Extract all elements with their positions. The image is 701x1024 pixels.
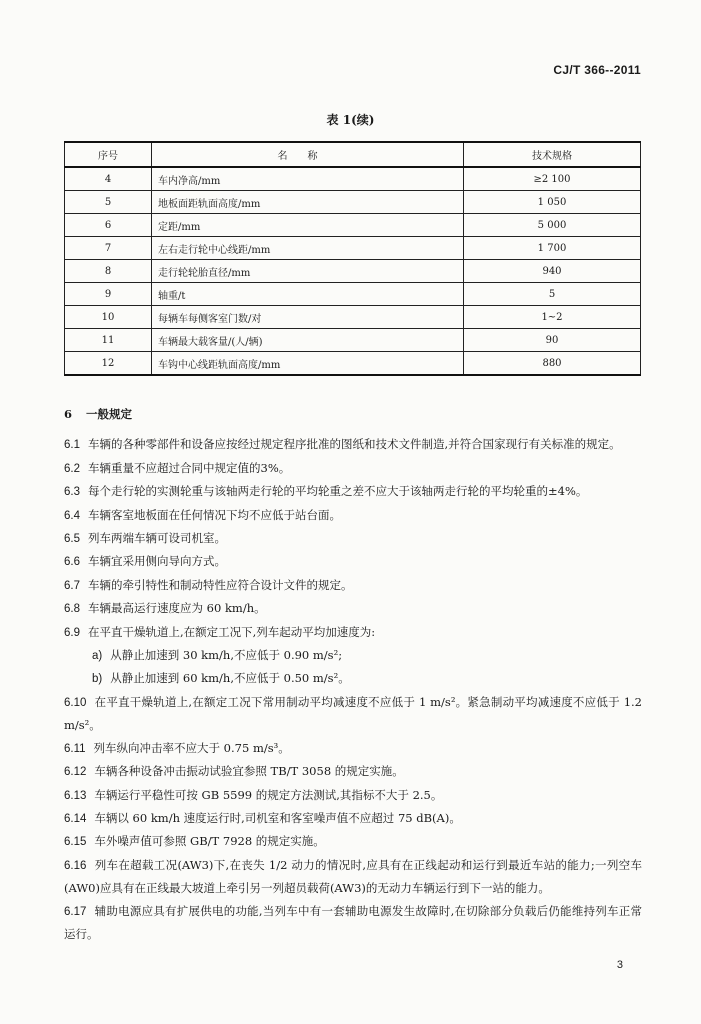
row-spec-cell: ≥2 100 bbox=[464, 167, 641, 191]
clause-text: 在平直干燥轨道上,在额定工况下,列车起动平均加速度为: bbox=[88, 624, 376, 639]
paragraph-list bbox=[64, 433, 642, 945]
clause-number: 6.8 bbox=[64, 603, 80, 616]
row-number-cell: 4 bbox=[65, 167, 152, 191]
clause-number: 6.4 bbox=[64, 509, 80, 522]
clause-paragraph bbox=[64, 574, 642, 597]
clause-number: 6.16 bbox=[64, 859, 87, 872]
clause-number: 6.15 bbox=[64, 836, 87, 849]
row-name-cell: 车辆最大载客量/(人/辆) bbox=[152, 329, 464, 352]
table-row bbox=[65, 260, 641, 283]
section-title bbox=[64, 403, 642, 425]
clause-paragraph bbox=[64, 504, 642, 527]
table-header-row bbox=[65, 142, 641, 167]
row-number-cell: 10 bbox=[65, 306, 152, 329]
section-title-text: 一般规定 bbox=[86, 407, 133, 421]
list-item bbox=[64, 644, 642, 667]
document-code: CJ/T 366--2011 bbox=[553, 63, 641, 77]
table-row bbox=[65, 214, 641, 237]
clause-paragraph bbox=[64, 854, 642, 900]
clause-paragraph bbox=[64, 480, 642, 503]
clause-number: 6.12 bbox=[64, 766, 87, 779]
clause-text: 车辆运行平稳性可按 GB 5599 的规定方法测试,其指标不大于 2.5。 bbox=[94, 787, 443, 802]
clause-number: 6.5 bbox=[64, 533, 80, 546]
row-number-cell: 11 bbox=[65, 329, 152, 352]
page-number: 3 bbox=[616, 959, 623, 971]
row-spec-cell: 1~2 bbox=[464, 306, 641, 329]
row-name-cell: 每辆车每侧客室门数/对 bbox=[152, 306, 464, 329]
clause-text: 列车纵向冲击率不应大于 0.75 m/s³。 bbox=[93, 740, 290, 755]
clause-number: 6.6 bbox=[64, 556, 80, 569]
row-number-cell: 6 bbox=[65, 214, 152, 237]
clause-number: b) bbox=[92, 673, 103, 686]
row-spec-cell: 1 050 bbox=[464, 191, 641, 214]
row-number-cell: 5 bbox=[65, 191, 152, 214]
clause-paragraph bbox=[64, 737, 642, 760]
clause-text: 车辆宜采用侧向导向方式。 bbox=[88, 554, 226, 569]
clause-text: 在平直干燥轨道上,在额定工况下常用制动平均减速度不应低于 1 m/s²。紧急制动平均减速度不应低于 1.2 m/s²。 bbox=[64, 694, 642, 733]
clause-number: 6.3 bbox=[64, 486, 80, 499]
clause-text: 车辆的牵引特性和制动特性应符合设计文件的规定。 bbox=[88, 577, 353, 592]
row-number-cell: 9 bbox=[65, 283, 152, 306]
clause-text: 车辆以 60 km/h 速度运行时,司机室和客室噪声值不应超过 75 dB(A)。 bbox=[94, 810, 461, 825]
row-number-cell: 7 bbox=[65, 237, 152, 260]
clause-number: 6.1 bbox=[64, 439, 80, 452]
row-name-cell: 定距/mm bbox=[152, 214, 464, 237]
clause-text: 每个走行轮的实测轮重与该轴两走行轮的平均轮重之差不应大于该轴两走行轮的平均轮重的±4%。 bbox=[88, 484, 588, 499]
row-spec-cell: 5 bbox=[464, 283, 641, 306]
clause-paragraph bbox=[64, 457, 642, 480]
clause-paragraph bbox=[64, 784, 642, 807]
row-name-cell: 地板面距轨面高度/mm bbox=[152, 191, 464, 214]
clause-text: 车辆的各种零部件和设备应按经过规定程序批准的图纸和技术文件制造,并符合国家现行有关标准的规定。 bbox=[88, 437, 621, 452]
clause-paragraph bbox=[64, 550, 642, 573]
row-spec-cell: 5 000 bbox=[464, 214, 641, 237]
row-name-cell: 车钩中心线距轨面高度/mm bbox=[152, 352, 464, 376]
row-spec-cell: 880 bbox=[464, 352, 641, 376]
clause-text: 车辆各种设备冲击振动试验宜参照 TB/T 3058 的规定实施。 bbox=[94, 764, 404, 779]
table-row bbox=[65, 283, 641, 306]
row-name-cell: 左右走行轮中心线距/mm bbox=[152, 237, 464, 260]
row-name-cell: 走行轮轮胎直径/mm bbox=[152, 260, 464, 283]
clause-text: 辅助电源应具有扩展供电的功能,当列车中有一套辅助电源发生故障时,在切除部分负载后仍能维持列车正常运行。 bbox=[64, 903, 642, 941]
clause-text: 列车两端车辆可设司机室。 bbox=[88, 531, 226, 546]
table-row bbox=[65, 329, 641, 352]
row-spec-cell: 940 bbox=[464, 260, 641, 283]
row-spec-cell: 1 700 bbox=[464, 237, 641, 260]
spec-table bbox=[64, 141, 641, 376]
clause-text: 车辆最高运行速度应为 60 km/h。 bbox=[88, 601, 266, 616]
clause-number: 6.2 bbox=[64, 462, 80, 475]
table-caption: 表 1(续) bbox=[326, 113, 375, 127]
clause-paragraph bbox=[64, 830, 642, 853]
section-number: 6 bbox=[64, 407, 73, 421]
clause-paragraph bbox=[64, 900, 642, 946]
clause-text: 车辆客室地板面在任何情况下均不应低于站台面。 bbox=[88, 507, 341, 522]
table-row bbox=[65, 306, 641, 329]
row-spec-cell: 90 bbox=[464, 329, 641, 352]
table-row bbox=[65, 191, 641, 214]
clause-text: 车外噪声值可参照 GB/T 7928 的规定实施。 bbox=[94, 834, 325, 849]
clause-paragraph bbox=[64, 527, 642, 550]
clause-number: 6.17 bbox=[64, 905, 87, 918]
row-name-cell: 车内净高/mm bbox=[152, 167, 464, 191]
column-header-name: 名称 bbox=[152, 142, 464, 167]
clause-number: 6.13 bbox=[64, 789, 87, 802]
table-row bbox=[65, 352, 641, 376]
clause-paragraph bbox=[64, 621, 642, 644]
clause-paragraph bbox=[64, 760, 642, 783]
clause-number: 6.14 bbox=[64, 812, 87, 825]
column-header-spec: 技术规格 bbox=[464, 142, 641, 167]
clause-text: 从静止加速到 60 km/h,不应低于 0.50 m/s²。 bbox=[110, 671, 350, 686]
clause-paragraph bbox=[64, 691, 642, 737]
clause-paragraph bbox=[64, 597, 642, 620]
table-row bbox=[65, 237, 641, 260]
clause-paragraph bbox=[64, 807, 642, 830]
clause-number: 6.10 bbox=[64, 696, 87, 709]
clause-number: 6.7 bbox=[64, 579, 80, 592]
clause-text: 车辆重量不应超过合同中规定值的3%。 bbox=[88, 460, 291, 475]
list-item bbox=[64, 667, 642, 690]
table-row bbox=[65, 167, 641, 191]
clause-number: 6.11 bbox=[64, 742, 86, 755]
clause-text: 从静止加速到 30 km/h,不应低于 0.90 m/s²; bbox=[110, 648, 343, 663]
clause-paragraph bbox=[64, 433, 642, 456]
column-header-no: 序号 bbox=[65, 142, 152, 167]
row-number-cell: 12 bbox=[65, 352, 152, 376]
row-number-cell: 8 bbox=[65, 260, 152, 283]
clause-text: 列车在超载工况(AW3)下,在丧失 1/2 动力的情况时,应具有在正线起动和运行到最近车站的能力;一列空车(AW0)应具有在正线最大坡道上牵引另一列超员载荷(AW3)的无动力车辆运行到下一站的能力。 bbox=[64, 857, 642, 896]
clause-number: 6.9 bbox=[64, 626, 80, 639]
row-name-cell: 轴重/t bbox=[152, 283, 464, 306]
section-content bbox=[64, 403, 642, 945]
clause-number: a) bbox=[92, 650, 103, 663]
